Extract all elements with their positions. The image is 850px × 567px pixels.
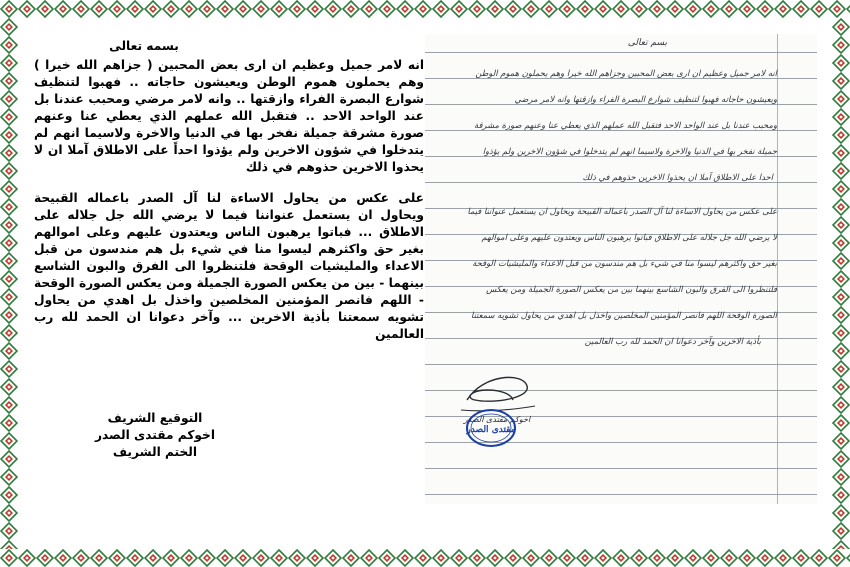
ornament-tile-icon (832, 36, 850, 54)
ornament-tile-icon (702, 549, 720, 567)
ornament-tile-icon (234, 0, 252, 18)
handwritten-title: بسم تعالى (627, 38, 667, 48)
ornament-tile-icon (270, 549, 288, 567)
ornament-tile-icon (468, 0, 486, 18)
ornament-tile-icon (832, 126, 850, 144)
handwritten-letter-scan (425, 34, 817, 504)
statement-title: بسمه تعالى (109, 39, 179, 53)
seal-text: مقتدى الصدر (466, 425, 516, 435)
signature-caption-line-2: اخوكم مقتدى الصدر (94, 428, 216, 442)
ornament-tile-icon (504, 549, 522, 567)
ornament-tile-icon (832, 414, 850, 432)
border-right (832, 18, 850, 549)
ornament-tile-icon (0, 18, 18, 36)
ornament-tile-icon (792, 549, 810, 567)
ornament-tile-icon (414, 549, 432, 567)
handwritten-line: بغير حق واكثرهم ليسوا منا في شيء بل هم مندسون من قبل الاعداء والمليشيات الوقحة (472, 258, 777, 268)
ornament-tile-icon (756, 0, 774, 18)
ornament-tile-icon (522, 0, 540, 18)
ornament-tile-icon (832, 360, 850, 378)
ornament-tile-icon (0, 54, 18, 72)
ornament-tile-icon (522, 549, 540, 567)
ornament-tile-icon (832, 468, 850, 486)
ornament-tile-icon (832, 432, 850, 450)
ruled-line (425, 52, 817, 53)
ornament-tile-icon (666, 0, 684, 18)
ornament-tile-icon (432, 549, 450, 567)
statement-paragraph-2: على عكس من يحاول الاساءة لنا آل الصدر باعماله القبيحة ويحاول ان يستعمل عنواننا فيما لا يرضي الله جل جلاله على الاطلاق ... فباتوا يرهبون الناس ويعتدون عليهم وعلى اموالهم بغير حق واكثرهم ليسوا منا في شيء بل هم مندسون من قبل الاعداء والمليشيات الوقحة فلتنظروا الى الفرق والبون الشاسع بينهما - بين من يعكس الصورة الجميلة ومن يعكس الصورة الوقحة - اللهم فانصر المؤمنين المخلصين واخذل بل اهدي من يحاول تشويه سمعتنا بأذية الاخرين ... وآخر دعوانا ان الحمد لله رب العالمين (34, 191, 424, 341)
ornament-tile-icon (0, 378, 18, 396)
ornament-tile-icon (832, 306, 850, 324)
ornament-tile-icon (810, 0, 828, 18)
ornament-tile-icon (612, 0, 630, 18)
ornament-tile-icon (378, 0, 396, 18)
ornament-tile-icon (0, 270, 18, 288)
ornament-tile-icon (0, 36, 18, 54)
ornament-tile-icon (360, 549, 378, 567)
ornament-tile-icon (306, 0, 324, 18)
handwritten-line: لا يرضي الله جل جلاله على الاطلاق فباتوا يرهبون الناس ويعتدون عليهم وعلى اموالهم (481, 232, 777, 242)
seal-stamp-icon (462, 406, 520, 450)
ornament-tile-icon (832, 396, 850, 414)
ornament-tile-icon (0, 549, 18, 567)
ornament-tile-icon (540, 549, 558, 567)
ornament-tile-icon (144, 0, 162, 18)
ornament-tile-icon (832, 450, 850, 468)
ruled-line (425, 182, 817, 183)
ornament-tile-icon (126, 0, 144, 18)
ornament-tile-icon (0, 324, 18, 342)
ornament-tile-icon (832, 288, 850, 306)
ornament-tile-icon (738, 549, 756, 567)
ornament-tile-icon (0, 414, 18, 432)
ornament-tile-icon (828, 549, 846, 567)
ornament-tile-icon (396, 0, 414, 18)
ornament-tile-icon (198, 0, 216, 18)
ornament-tile-icon (832, 216, 850, 234)
typed-statement (34, 38, 424, 458)
ornament-tile-icon (0, 486, 18, 504)
ornament-tile-icon (198, 549, 216, 567)
ornament-tile-icon (832, 486, 850, 504)
ornament-tile-icon (648, 549, 666, 567)
signature-caption-line-3: الختم الشريف (112, 445, 198, 459)
ornament-tile-icon (612, 549, 630, 567)
handwritten-line: فلتنظروا الى الفرق والبون الشاسع بينهما بين من يعكس الصورة الجميلة ومن يعكس (486, 284, 777, 294)
ornament-tile-icon (324, 0, 342, 18)
ornament-tile-icon (0, 180, 18, 198)
ornament-tile-icon (0, 108, 18, 126)
ornament-tile-icon (0, 216, 18, 234)
ornament-tile-icon (832, 108, 850, 126)
ornament-tile-icon (252, 0, 270, 18)
border-top (0, 0, 850, 18)
ornament-tile-icon (144, 549, 162, 567)
ornament-tile-icon (342, 549, 360, 567)
ornament-tile-icon (810, 549, 828, 567)
ornament-tile-icon (702, 0, 720, 18)
ornament-tile-icon (234, 549, 252, 567)
ornament-tile-icon (126, 549, 144, 567)
ornament-tile-icon (450, 0, 468, 18)
ornament-tile-icon (90, 549, 108, 567)
ornament-tile-icon (832, 72, 850, 90)
ornament-tile-icon (0, 126, 18, 144)
ornament-tile-icon (666, 549, 684, 567)
ornament-tile-icon (540, 0, 558, 18)
ornament-tile-icon (324, 549, 342, 567)
ornament-tile-icon (774, 0, 792, 18)
ornament-tile-icon (594, 549, 612, 567)
ornament-tile-icon (832, 90, 850, 108)
ornament-tile-icon (558, 0, 576, 18)
ornament-tile-icon (832, 504, 850, 522)
ornament-tile-icon (54, 549, 72, 567)
ornament-tile-icon (396, 549, 414, 567)
handwritten-line: جميلة نفخر بها في الدنيا والاخرة ولاسيما انهم لم يتدخلوا في شؤون الاخرين ولم يؤذوا (482, 146, 777, 156)
ornament-tile-icon (832, 54, 850, 72)
ornament-tile-icon (846, 0, 850, 18)
ornament-tile-icon (342, 0, 360, 18)
ruled-line (425, 364, 817, 365)
ornament-tile-icon (162, 549, 180, 567)
handwritten-line: انه لامر جميل وعظيم ان ارى بعض المحبين وجزاهم الله خيرا وهم يحملون هموم الوطن (475, 68, 777, 78)
ornament-tile-icon (720, 549, 738, 567)
handwritten-line: احدا على الاطلاق آملا ان يحذوا الاخرين حذوهم في ذلك (582, 172, 773, 182)
ornament-tile-icon (360, 0, 378, 18)
ornament-tile-icon (738, 0, 756, 18)
ornament-tile-icon (72, 549, 90, 567)
ornament-tile-icon (162, 0, 180, 18)
ornament-tile-icon (450, 549, 468, 567)
ornament-tile-icon (0, 504, 18, 522)
ornament-tile-icon (594, 0, 612, 18)
ornament-tile-icon (832, 378, 850, 396)
ornament-tile-icon (0, 198, 18, 216)
ornament-tile-icon (0, 540, 18, 549)
ornament-tile-icon (0, 468, 18, 486)
ornament-tile-icon (576, 549, 594, 567)
ornament-tile-icon (0, 144, 18, 162)
ornament-tile-icon (36, 549, 54, 567)
ornament-tile-icon (288, 549, 306, 567)
ornament-tile-icon (832, 144, 850, 162)
ornament-tile-icon (432, 0, 450, 18)
ornament-tile-icon (0, 162, 18, 180)
ornament-tile-icon (792, 0, 810, 18)
ornament-tile-icon (756, 549, 774, 567)
ornament-tile-icon (0, 252, 18, 270)
ornament-tile-icon (90, 0, 108, 18)
ornament-tile-icon (832, 540, 850, 549)
signature-text: اخوكم مقتدى الصدر (463, 415, 531, 424)
handwritten-line: ومحبب عندنا بل عند الواحد الاحد فتقبل الله عملهم الذي يعطي عنا وعنهم صورة مشرقة (473, 120, 777, 130)
ornament-tile-icon (486, 0, 504, 18)
ornament-tile-icon (576, 0, 594, 18)
ornament-tile-icon (720, 0, 738, 18)
ornament-tile-icon (832, 324, 850, 342)
ornament-tile-icon (0, 342, 18, 360)
ornament-tile-icon (216, 549, 234, 567)
ornament-tile-icon (832, 270, 850, 288)
ornament-tile-icon (0, 90, 18, 108)
ornament-tile-icon (108, 0, 126, 18)
ornament-tile-icon (0, 0, 18, 18)
ornament-tile-icon (18, 0, 36, 18)
ornament-tile-icon (0, 306, 18, 324)
handwritten-line: على عكس من يحاول الاساءة لنا آل الصدر باعماله القبيحة ويحاول ان يستعمل عنواننا فيما (467, 206, 777, 216)
ornament-tile-icon (828, 0, 846, 18)
ornament-tile-icon (832, 18, 850, 36)
ornament-tile-icon (504, 0, 522, 18)
ornament-tile-icon (216, 0, 234, 18)
ornament-tile-icon (270, 0, 288, 18)
ornament-tile-icon (0, 288, 18, 306)
ornament-tile-icon (0, 432, 18, 450)
ornament-tile-icon (0, 234, 18, 252)
ornament-tile-icon (832, 342, 850, 360)
signature-caption-line-1: التوقيع الشريف (107, 411, 203, 425)
statement-paragraph-1: انه لامر جميل وعظيم ان ارى بعض المحبين ( جزاهم الله خيرا ) وهم يحملون هموم الوطن ويعيشون حاجاته .. فهبوا لتنظيف شوارع البصرة الفراء وازقتها .. وانه لامر مرضي ومحبب عندنا بل عند الواحد الاحد .. فتقبل الله عملهم الذي يعطي عنا وعنهم صورة مشرقة جميلة نفخر بها في الدنيا والاخرة ولاسيما انهم لم يتدخلوا في شؤون الاخرين ولم يؤذوا احداً على الاطلاق آملا ان لا يحذوا الاخرين حذوهم في ذلك (34, 58, 424, 174)
handwritten-line: ويعيشون حاجاته فهبوا لتنظيف شوارع البصرة الفراء وازقتها وانه لامر مرضي (514, 94, 777, 104)
ruled-line (425, 78, 817, 79)
ornament-tile-icon (414, 0, 432, 18)
handwritten-line: الصورة الوقحة اللهم فانصر المؤمنين المخلصين واخذل بل اهدي من يحاول تشويه سمعتنا (471, 310, 777, 320)
ornament-tile-icon (252, 549, 270, 567)
ornament-tile-icon (36, 0, 54, 18)
ornament-tile-icon (0, 72, 18, 90)
ornament-tile-icon (774, 549, 792, 567)
border-left (0, 18, 18, 549)
ornament-tile-icon (486, 549, 504, 567)
ornament-tile-icon (684, 0, 702, 18)
ornament-tile-icon (72, 0, 90, 18)
ornament-tile-icon (846, 549, 850, 567)
ruled-line (425, 104, 817, 105)
ornament-tile-icon (832, 252, 850, 270)
ornament-tile-icon (0, 450, 18, 468)
ornament-tile-icon (558, 549, 576, 567)
ornament-tile-icon (832, 162, 850, 180)
ornament-tile-icon (832, 522, 850, 540)
ornament-tile-icon (0, 522, 18, 540)
ornament-tile-icon (832, 180, 850, 198)
ornament-tile-icon (630, 0, 648, 18)
ornament-tile-icon (648, 0, 666, 18)
ornament-tile-icon (108, 549, 126, 567)
ruled-line (425, 130, 817, 131)
ornament-tile-icon (18, 549, 36, 567)
ruled-line (425, 468, 817, 469)
ornament-tile-icon (0, 360, 18, 378)
ruled-line (425, 494, 817, 495)
ornament-tile-icon (378, 549, 396, 567)
ornament-tile-icon (180, 549, 198, 567)
border-bottom (0, 549, 850, 567)
handwritten-line: بأذية الاخرين وآخر دعوانا ان الحمد لله رب العالمين (584, 336, 761, 346)
ornament-tile-icon (832, 198, 850, 216)
ornament-tile-icon (288, 0, 306, 18)
signature-caption (80, 410, 230, 461)
ruled-line (425, 156, 817, 157)
ornament-tile-icon (468, 549, 486, 567)
ornament-tile-icon (684, 549, 702, 567)
ornament-tile-icon (0, 396, 18, 414)
ornament-tile-icon (832, 234, 850, 252)
ornament-tile-icon (306, 549, 324, 567)
ornament-tile-icon (180, 0, 198, 18)
ornament-tile-icon (54, 0, 72, 18)
ornament-tile-icon (630, 549, 648, 567)
